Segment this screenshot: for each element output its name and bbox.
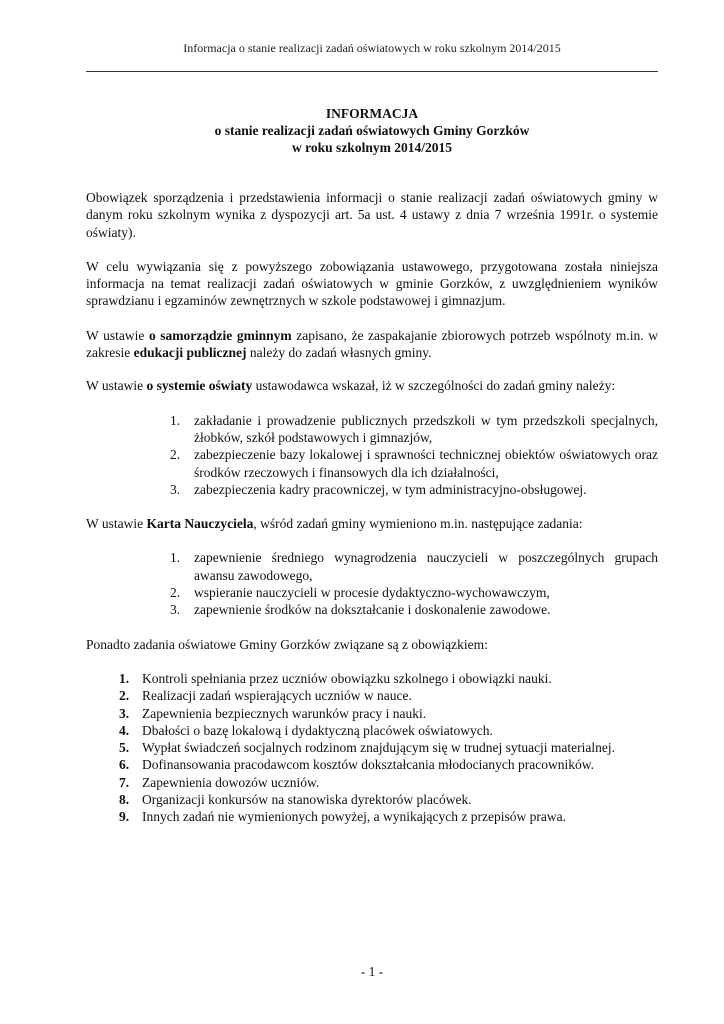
list-item-number: 3.: [119, 705, 130, 721]
list-item: [86, 791, 658, 808]
list-item: [86, 412, 658, 447]
list-item-text: Wypłat świadczeń socjalnych rodzinom znajdującym się w trudnej sytuacji materialnej.: [142, 740, 616, 756]
list-item: [86, 584, 658, 601]
list-item-number: 7.: [119, 774, 130, 790]
list-item: [86, 481, 658, 498]
list-item-number: 3.: [170, 602, 181, 618]
paragraph-samorzad: W ustawie o samorządzie gminnym zapisano, że zaspakajanie zbiorowych potrzeb wspólnoty m.in. w zakresie edukacji publicznej należy do zadań własnych gminy.: [86, 327, 659, 361]
list-item-number: 2.: [119, 688, 130, 704]
list-item-number: 2.: [170, 447, 181, 463]
list-item-text: Realizacji zadań wspierających uczniów w nauce.: [142, 688, 412, 704]
list-item-number: 4.: [119, 722, 130, 738]
list-item: [86, 670, 658, 687]
list-item: [86, 601, 658, 618]
list-item-text: Dbałości o bazę lokalową i dydaktyczną placówek oświatowych.: [142, 722, 493, 738]
document-title: [86, 105, 658, 156]
list-item-text: Dofinansowania pracodawcom kosztów dokształcania młodocianych pracowników.: [142, 757, 594, 773]
list-item-text: zapewnienie średniego wynagrodzenia nauczycieli w poszczególnych grupach awansu zawodowego,: [194, 550, 658, 583]
list-item-number: 1.: [170, 550, 181, 566]
list-item-number: 8.: [119, 792, 130, 808]
list-item: [86, 808, 658, 825]
list-item-number: 3.: [170, 481, 181, 497]
list-karta-nauczyciela: [86, 549, 658, 618]
list-item: [86, 687, 658, 704]
list-item: [86, 549, 658, 584]
page-number: - 1 -: [360, 964, 384, 979]
running-header: Informacja o stanie realizacji zadań oświatowych w roku szkolnym 2014/2015: [183, 41, 561, 55]
list-item-text: zabezpieczenie bazy lokalowej i sprawności technicznej obiektów oświatowych oraz środków rzeczowych i finansowych dla ich działalności,: [194, 447, 658, 480]
list-item-number: 9.: [119, 809, 130, 825]
list-item-text: zabezpieczenia kadry pracowniczej, w tym administracyjno-obsługowej.: [194, 481, 587, 497]
list-item-text: zakładanie i prowadzenie publicznych przedszkoli w tym przedszkoli specjalnych, żłobków, szkół podstawowych i gimnazjów,: [194, 412, 658, 445]
list-item: [86, 774, 658, 791]
list-item-number: 1.: [170, 412, 181, 428]
paragraph-system-oswiaty: W ustawie o systemie oświaty ustawodawca wskazał, iż w szczególności do zadań gminy należy:: [86, 378, 616, 394]
list-item-number: 6.: [119, 757, 130, 773]
list-item-text: wspieranie nauczycieli w procesie dydaktyczno-wychowawczym,: [194, 585, 550, 601]
list-item-number: 1.: [119, 670, 130, 686]
list-item: [86, 722, 658, 739]
list-item: [86, 446, 658, 481]
document-body: [86, 189, 658, 826]
paragraph-legal-basis: Obowiązek sporządzenia i przedstawienia informacji o stanie realizacji zadań oświatowych gminy w danym roku szkolnym wynika z dyspozycji art. 5a ust. 4 ustawy z dnia 7 września 1991r. o systemie oświaty).: [86, 190, 658, 240]
header-divider: [86, 71, 658, 72]
list-item-text: Zapewnienia dowozów uczniów.: [142, 774, 320, 790]
list-item-text: Organizacji konkursów na stanowiska dyrektorów placówek.: [142, 792, 472, 808]
list-item-text: Kontroli spełniania przez uczniów obowiązku szkolnego i obowiązki nauki.: [142, 670, 552, 686]
list-system-oswiaty: [86, 412, 658, 498]
list-item-text: Innych zadań nie wymienionych powyżej, a wynikających z przepisów prawa.: [142, 809, 566, 825]
paragraph-purpose: W celu wywiązania się z powyższego zobowiązania ustawowego, przygotowana została niniejsza informacja na temat realizacji zadań oświatowych w gminie Gorzków, z uwzględnieniem wyników sprawdzianu i egzaminów zewnętrznych w szkole podstawowej i gimnazjum.: [86, 258, 658, 309]
title-line-1: INFORMACJA: [325, 106, 419, 121]
title-line-3: w roku szkolnym 2014/2015: [292, 140, 452, 155]
list-item-number: 2.: [170, 585, 181, 601]
paragraph-karta-nauczyciela: W ustawie Karta Nauczyciela, wśród zadań gminy wymieniono m.in. następujące zadania:: [86, 516, 583, 532]
list-item: [86, 756, 658, 773]
list-item-text: zapewnienie środków na dokształcanie i doskonalenie zawodowe.: [194, 602, 551, 618]
paragraph-obowiazki-intro: Ponadto zadania oświatowe Gminy Gorzków związane są z obowiązkiem:: [86, 636, 488, 652]
list-item: [86, 739, 658, 756]
list-item-number: 5.: [119, 740, 130, 756]
list-item: [86, 705, 658, 722]
list-obowiazki-gminy: [86, 670, 658, 826]
title-line-2: o stanie realizacji zadań oświatowych Gminy Gorzków: [214, 123, 530, 138]
list-item-text: Zapewnienia bezpiecznych warunków pracy i nauki.: [142, 705, 427, 721]
